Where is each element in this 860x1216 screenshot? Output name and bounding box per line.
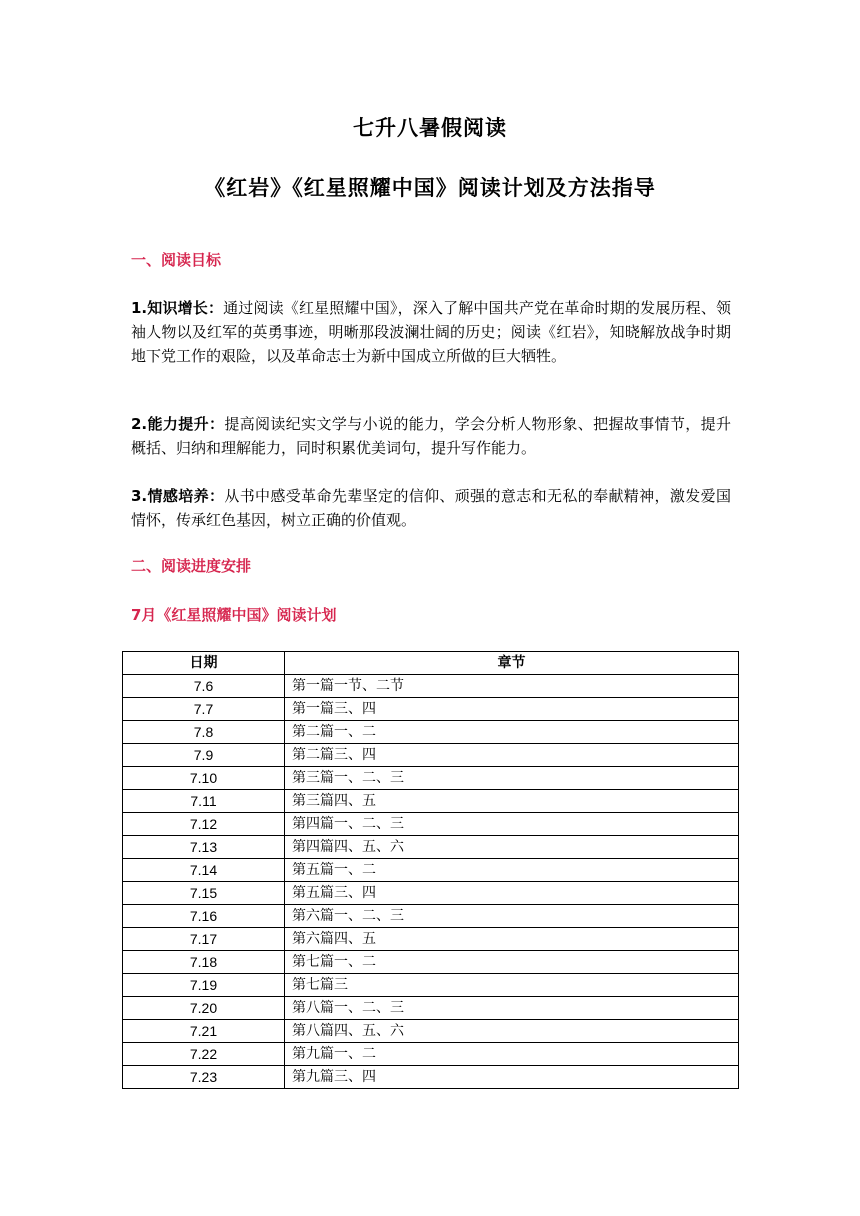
table-row (123, 1043, 739, 1066)
table-row (123, 905, 739, 928)
date-cell: 7.12 (123, 813, 285, 836)
date-cell: 7.8 (123, 721, 285, 744)
table-row (123, 698, 739, 721)
date-cell: 7.23 (123, 1066, 285, 1089)
chapter-cell: 第二篇三、四 (285, 744, 739, 767)
chapter-cell: 第四篇四、五、六 (285, 836, 739, 859)
document-title: 七升八暑假阅读 (353, 116, 507, 140)
table-row (123, 813, 739, 836)
schedule-subheading: 7月《红星照耀中国》阅读计划 (131, 606, 337, 624)
table-row (123, 1020, 739, 1043)
chapter-cell: 第六篇四、五 (285, 928, 739, 951)
column-header-chapter: 章节 (285, 652, 739, 675)
goal-text: 通过阅读《红星照耀中国》，深入了解中国共产党在革命时期的发展历程、领袖人物以及红军的英勇事迹，明晰那段波澜壮阔的历史；阅读《红岩》，知晓解放战争时期地下党工作的艰险，以及革命志士为新中国成立所做的巨大牺牲。 (131, 299, 731, 365)
date-cell: 7.9 (123, 744, 285, 767)
date-cell: 7.6 (123, 675, 285, 698)
chapter-cell: 第五篇一、二 (285, 859, 739, 882)
table-row (123, 721, 739, 744)
date-cell: 7.14 (123, 859, 285, 882)
date-cell: 7.11 (123, 790, 285, 813)
section-heading-schedule: 二、阅读进度安排 (131, 557, 252, 575)
goal-label: 3.情感培养： (131, 487, 225, 505)
goal-paragraph-knowledge (131, 296, 731, 368)
chapter-cell: 第二篇一、二 (285, 721, 739, 744)
table-row (123, 1066, 739, 1089)
column-header-date: 日期 (123, 652, 285, 675)
table-row (123, 836, 739, 859)
table-row (123, 744, 739, 767)
date-cell: 7.10 (123, 767, 285, 790)
chapter-cell: 第六篇一、二、三 (285, 905, 739, 928)
date-cell: 7.19 (123, 974, 285, 997)
table-row (123, 767, 739, 790)
goal-paragraph-emotion (131, 484, 731, 532)
section-heading-goals: 一、阅读目标 (131, 251, 222, 269)
table-row (123, 790, 739, 813)
date-cell: 7.22 (123, 1043, 285, 1066)
chapter-cell: 第四篇一、二、三 (285, 813, 739, 836)
chapter-cell: 第九篇一、二 (285, 1043, 739, 1066)
date-cell: 7.15 (123, 882, 285, 905)
goal-paragraph-ability (131, 412, 731, 460)
date-cell: 7.21 (123, 1020, 285, 1043)
reading-schedule-table (122, 651, 739, 1089)
chapter-cell: 第一篇一节、二节 (285, 675, 739, 698)
goal-label: 2.能力提升： (131, 415, 225, 433)
goal-label: 1.知识增长： (131, 299, 224, 317)
chapter-cell: 第八篇一、二、三 (285, 997, 739, 1020)
goal-text: 提高阅读纪实文学与小说的能力，学会分析人物形象、把握故事情节，提升概括、归纳和理解能力，同时积累优美词句，提升写作能力。 (131, 415, 731, 457)
chapter-cell: 第九篇三、四 (285, 1066, 739, 1089)
table-row (123, 882, 739, 905)
table-row (123, 997, 739, 1020)
chapter-cell: 第八篇四、五、六 (285, 1020, 739, 1043)
date-cell: 7.16 (123, 905, 285, 928)
date-cell: 7.18 (123, 951, 285, 974)
table-header-row (123, 652, 739, 675)
table-row (123, 675, 739, 698)
table-row (123, 859, 739, 882)
chapter-cell: 第七篇三 (285, 974, 739, 997)
table-row (123, 928, 739, 951)
date-cell: 7.20 (123, 997, 285, 1020)
chapter-cell: 第三篇一、二、三 (285, 767, 739, 790)
document-subtitle: 《红岩》《红星照耀中国》阅读计划及方法指导 (204, 176, 656, 200)
chapter-cell: 第五篇三、四 (285, 882, 739, 905)
chapter-cell: 第三篇四、五 (285, 790, 739, 813)
date-cell: 7.7 (123, 698, 285, 721)
chapter-cell: 第七篇一、二 (285, 951, 739, 974)
chapter-cell: 第一篇三、四 (285, 698, 739, 721)
table-body (123, 675, 739, 1089)
goal-text: 从书中感受革命先辈坚定的信仰、顽强的意志和无私的奉献精神，激发爱国情怀，传承红色基因，树立正确的价值观。 (131, 487, 731, 529)
table-row (123, 951, 739, 974)
date-cell: 7.13 (123, 836, 285, 859)
table-row (123, 974, 739, 997)
date-cell: 7.17 (123, 928, 285, 951)
